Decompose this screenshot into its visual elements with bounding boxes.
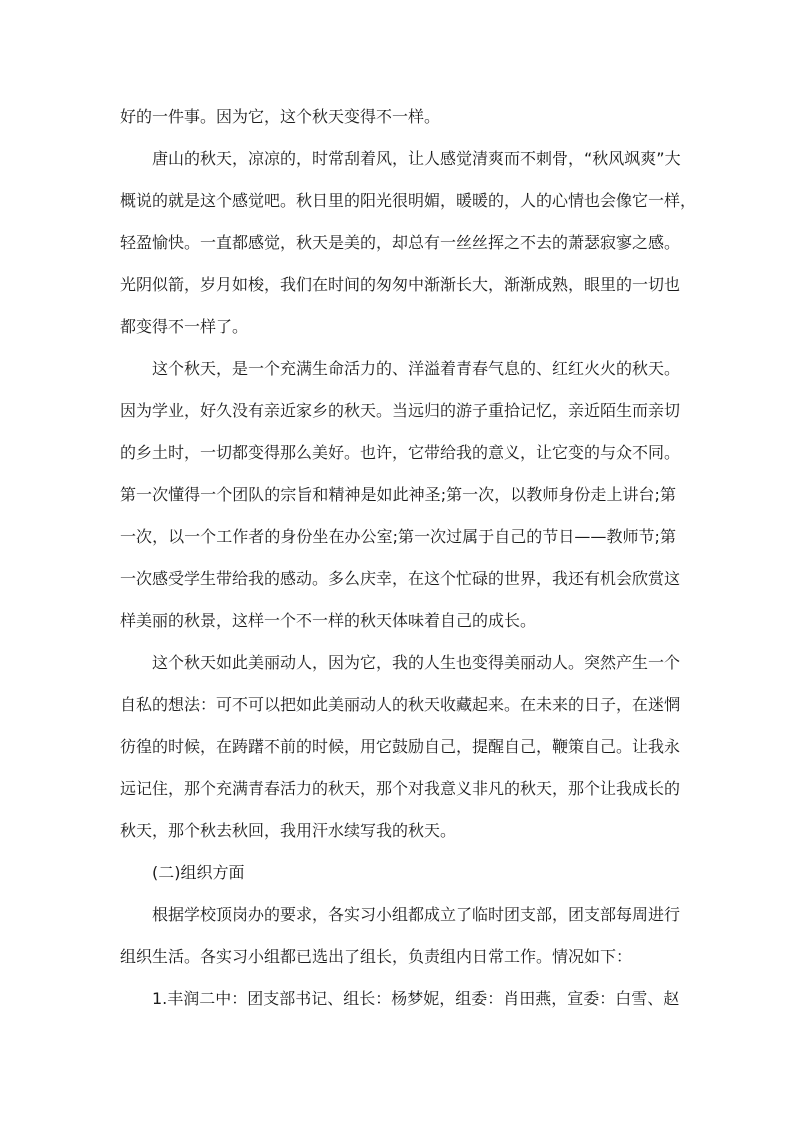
paragraph-start-line: 这个秋天如此美丽动人，因为它，我的人生也变得美丽动人。突然产生一个 [152,653,681,672]
text-line: 都变得不一样了。 [120,317,249,336]
text-line: 自私的想法：可不可以把如此美丽动人的秋天收藏起来。在未来的日子，在迷惘 [120,695,681,714]
section-heading: (二)组织方面 [152,863,245,882]
text-line: 组织生活。各实习小组都已选出了组长，负责组内日常工作。情况如下： [120,947,633,966]
text-line: 因为学业，好久没有亲近家乡的秋天。当远归的游子重拾记忆，亲近陌生而亲切 [120,401,681,420]
paragraph-start-line: 根据学校顶岗办的要求，各实习小组都成立了临时团支部，团支部每周进行 [152,905,681,924]
text-line: 好的一件事。因为它，这个秋天变得不一样。 [120,107,441,126]
paragraph-start-line: 这个秋天，是一个充满生命活力的、洋溢着青春气息的、红红火火的秋天。 [152,359,681,378]
text-line: 轻盈愉快。一直都感觉，秋天是美的，却总有一丝丝挥之不去的萧瑟寂寥之感。 [120,233,681,252]
text-line: 远记住，那个充满青春活力的秋天，那个对我意义非凡的秋天，那个让我成长的 [120,779,681,798]
text-line: 第一次懂得一个团队的宗旨和精神是如此神圣;第一次，以教师身份走上讲台;第 [120,485,676,504]
text-line: 样美丽的秋景，这样一个不一样的秋天体味着自己的成长。 [120,611,537,630]
paragraph-start-line: 唐山的秋天，凉凉的，时常刮着风，让人感觉清爽而不刺骨，“秋风飒爽”大 [152,149,681,168]
text-line: 的乡土时，一切都变得那么美好。也许，它带给我的意义，让它变的与众不同。 [120,443,681,462]
text-line: 彷徨的时候，在踌躇不前的时候，用它鼓励自己，提醒自己，鞭策自己。让我永 [120,737,681,756]
text-line: 光阴似箭，岁月如梭，我们在时间的匆匆中渐渐长大，渐渐成熟，眼里的一切也 [120,275,681,294]
text-line: 一次，以一个工作者的身份坐在办公室;第一次过属于自己的节日——教师节;第 [120,527,676,546]
text-line: 概说的就是这个感觉吧。秋日里的阳光很明媚，暖暖的，人的心情也会像它一样， [120,191,697,210]
text-line: 一次感受学生带给我的感动。多么庆幸，在这个忙碌的世界，我还有机会欣赏这 [120,569,681,588]
text-line: 秋天，那个秋去秋回，我用汗水续写我的秋天。 [120,821,457,840]
list-item-line: 1.丰润二中：团支部书记、组长：杨梦妮，组委：肖田燕，宣委：白雪、赵 [152,989,680,1008]
